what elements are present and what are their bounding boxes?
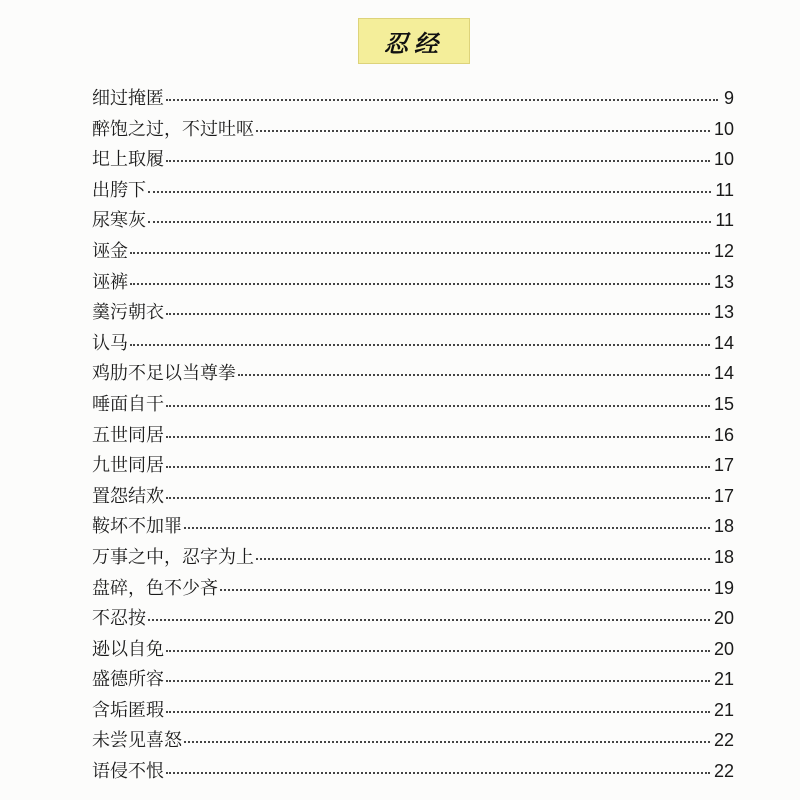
toc-entry-page-number: 22 — [713, 730, 734, 751]
toc-entry-title: 语侵不恨 — [92, 761, 164, 783]
toc-entry — [92, 574, 734, 605]
toc-entry — [92, 512, 734, 543]
dot-leader — [130, 283, 710, 285]
toc-entry-title: 圯上取履 — [92, 149, 164, 171]
toc-entry-page-number: 17 — [713, 455, 734, 476]
toc-entry — [92, 421, 734, 452]
toc-entry-page-number: 11 — [715, 179, 734, 200]
toc-entry-title: 醉饱之过，不过吐呕 — [92, 118, 254, 140]
toc-entry — [92, 390, 734, 421]
dot-leader — [148, 221, 711, 223]
toc-entry — [92, 696, 734, 727]
toc-entry-page-number: 10 — [713, 149, 734, 170]
toc-entry — [92, 635, 734, 666]
toc-entry — [92, 604, 734, 635]
dot-leader — [166, 466, 710, 468]
toc-entry-page-number: 18 — [713, 516, 734, 537]
toc-entry-title: 诬裤 — [92, 271, 128, 293]
toc-entry — [92, 726, 734, 757]
toc-entry-title: 细过掩匿 — [92, 88, 164, 109]
toc-entry-title: 出胯下 — [92, 179, 146, 201]
dot-leader — [166, 99, 718, 101]
toc-entry — [92, 176, 734, 207]
dot-leader — [220, 589, 710, 591]
toc-entry-page-number: 15 — [713, 393, 734, 414]
toc-entry-title: 鸡肋不足以当尊拳 — [92, 363, 236, 385]
dot-leader — [238, 374, 710, 376]
dot-leader — [184, 527, 710, 529]
dot-leader — [166, 497, 710, 499]
toc-entry — [92, 237, 734, 268]
toc-entry-page-number: 12 — [713, 240, 734, 261]
toc-entry-title: 含垢匿瑕 — [92, 699, 164, 721]
toc-entry-page-number: 19 — [713, 577, 734, 598]
dot-leader — [148, 191, 711, 193]
toc-entry-title: 尿寒灰 — [92, 210, 146, 232]
toc-entry-page-number: 11 — [715, 210, 734, 231]
toc-entry — [92, 757, 734, 788]
dot-leader — [166, 405, 710, 407]
toc-entry-title: 置怨结欢 — [92, 485, 164, 507]
toc-entry — [92, 84, 734, 115]
dot-leader — [166, 160, 710, 162]
toc-entry-page-number: 14 — [713, 332, 734, 353]
toc-entry — [92, 451, 734, 482]
toc-entry-title: 认马 — [92, 332, 128, 354]
toc-entry-title: 不忍按 — [92, 608, 146, 630]
dot-leader — [130, 344, 710, 346]
dot-leader — [166, 680, 710, 682]
toc-entry-page-number: 10 — [713, 118, 734, 139]
toc-entry — [92, 359, 734, 390]
dot-leader — [166, 711, 710, 713]
toc-entry-title: 五世同居 — [92, 424, 164, 446]
toc-entry — [92, 145, 734, 176]
toc-entry-page-number: 22 — [713, 761, 734, 782]
toc-entry-page-number: 21 — [713, 699, 734, 720]
toc-entry-title: 未尝见喜怒 — [92, 730, 182, 752]
chapter-title: 忍经 — [384, 28, 444, 58]
dot-leader — [130, 252, 710, 254]
toc-entry-page-number: 20 — [713, 638, 734, 659]
toc-entry-title: 鞍坏不加罪 — [92, 516, 182, 538]
dot-leader — [166, 650, 710, 652]
toc-entry-page-number: 18 — [713, 546, 734, 567]
dot-leader — [256, 130, 710, 132]
dot-leader — [184, 741, 710, 743]
toc-entry-page-number: 14 — [713, 363, 734, 384]
dot-leader — [166, 772, 710, 774]
chapter-title-box — [358, 18, 470, 64]
toc-entry-title: 万事之中，忍字为上 — [92, 546, 254, 568]
toc-entry — [92, 115, 734, 146]
toc-entry — [92, 482, 734, 513]
toc-entry — [92, 298, 734, 329]
dot-leader — [148, 619, 710, 621]
toc-entry-title: 盘碎，色不少吝 — [92, 577, 218, 599]
toc-entry — [92, 543, 734, 574]
toc-entry-title: 盛德所容 — [92, 669, 164, 691]
dot-leader — [166, 436, 710, 438]
toc-entry-page-number: 21 — [713, 669, 734, 690]
toc-entry-page-number: 9 — [723, 88, 734, 108]
dot-leader — [166, 313, 710, 315]
toc-entry-title: 诬金 — [92, 240, 128, 262]
table-of-contents — [92, 84, 734, 788]
toc-entry — [92, 206, 734, 237]
toc-entry-page-number: 13 — [713, 271, 734, 292]
toc-entry-page-number: 17 — [713, 485, 734, 506]
toc-entry-title: 唾面自干 — [92, 393, 164, 415]
toc-entry-page-number: 13 — [713, 302, 734, 323]
toc-entry — [92, 329, 734, 360]
dot-leader — [256, 558, 710, 560]
toc-entry-title: 逊以自免 — [92, 638, 164, 660]
toc-entry-page-number: 16 — [713, 424, 734, 445]
toc-entry — [92, 268, 734, 299]
toc-entry-title: 羹污朝衣 — [92, 302, 164, 324]
toc-entry-title: 九世同居 — [92, 455, 164, 477]
toc-entry — [92, 665, 734, 696]
toc-entry-page-number: 20 — [713, 608, 734, 629]
